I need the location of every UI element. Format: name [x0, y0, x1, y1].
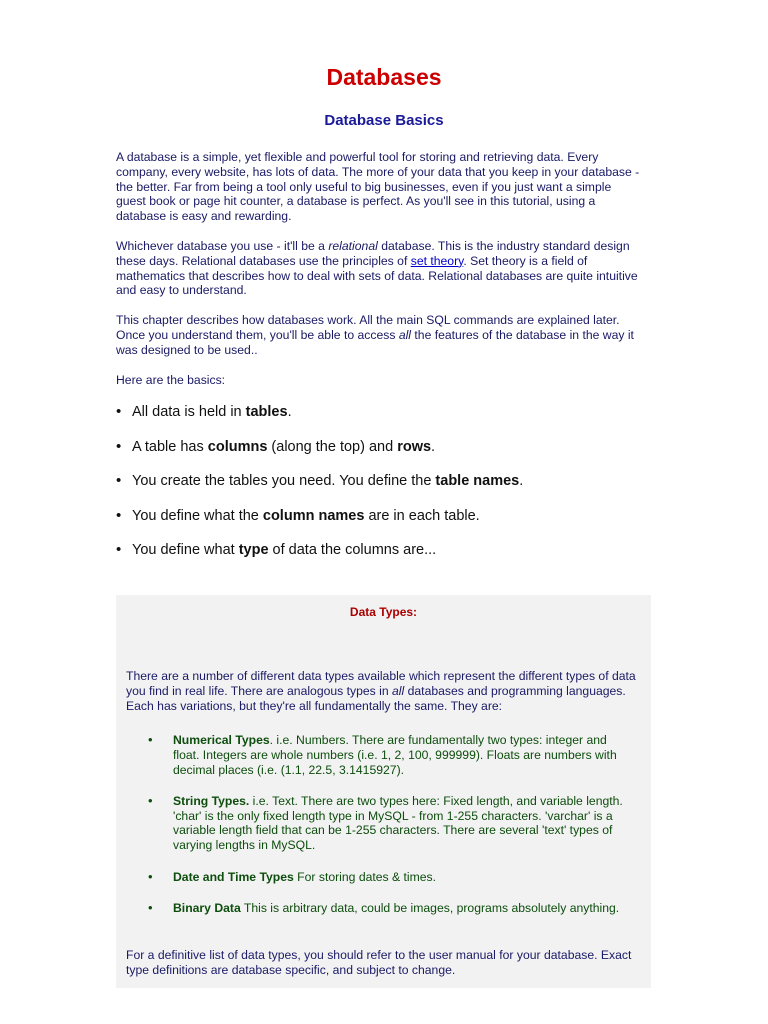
type-name: String Types.: [173, 793, 250, 808]
relational-text-d: . Set theory is a field of mathematics that describes how to deal with sets of data. Relational databases are quite intuitive and easy to understand.: [116, 253, 638, 298]
list-item: • Binary Data This is arbitrary data, could be images, programs absolutely anything.: [148, 901, 633, 916]
chapter-paragraph: [116, 313, 644, 357]
set-theory-link[interactable]: set theory: [410, 253, 464, 268]
list-item: • Numerical Types. i.e. Numbers. There are fundamentally two types: integer and float. Integers are whole numbers (i.e. 1, 2, 100, 999999). Floats are numbers with decimal places (i.e. (1.1, 22.5, 3.1415927).: [148, 733, 633, 777]
relational-paragraph: [116, 239, 644, 298]
type-name: Date and Time Types: [173, 869, 294, 884]
relational-text-a: Whichever database you use - it'll be a: [116, 239, 329, 253]
chapter-text-c: the features of the database in the way it was designed to be used..: [116, 327, 634, 357]
section-subtitle: Database Basics: [324, 112, 444, 129]
list-item: • You define what the column names are in each table.: [116, 507, 656, 525]
list-item: • You define what type of data the columns are...: [116, 541, 656, 559]
chapter-text-a: This chapter describes how databases work. All the main SQL commands are explained later. Once you understand them, you'll be able to access: [116, 313, 620, 342]
data-types-intro: There are a number of different data types available which represent the different types of data you find in real life. There are analogous types in all databases and programming languages. Each has variations, but they're all fundamentally the same. They are:: [126, 669, 636, 713]
data-types-title: Data Types:: [349, 605, 418, 619]
relational-emphasis: relational: [328, 239, 378, 253]
list-item: • Date and Time Types For storing dates & times.: [148, 870, 633, 885]
relational-text-c: database. This is the industry standard design these days. Relational databases use the principles of: [116, 239, 630, 268]
data-types-list: [148, 733, 633, 932]
type-name: Numerical Types: [173, 733, 270, 747]
data-types-box: [116, 595, 651, 988]
list-item: • A table has columns (along the top) and rows.: [116, 438, 656, 456]
list-item: • You create the tables you need. You define the table names.: [116, 472, 656, 490]
list-item: • All data is held in tables.: [116, 403, 656, 421]
basics-intro: Here are the basics:: [116, 373, 226, 387]
type-name: Binary Data: [173, 900, 241, 915]
intro-paragraph: A database is a simple, yet flexible and powerful tool for storing and retrieving data. Every company, every website, has lots of data. The more of your data that you keep in your database - the better. Far from being a tool only useful to big businesses, even if you just want a simple guest book or page hit counter, a database is perfect. As you'll see in this tutorial, using a database is easy and rewarding.: [116, 150, 640, 224]
basics-list: [116, 403, 656, 576]
data-types-emphasis: all: [392, 683, 405, 698]
data-types-footer: For a definitive list of data types, you should refer to the user manual for your database. Exact type definitions are database specific, and subject to change.: [126, 948, 632, 977]
page-title: Databases: [326, 64, 442, 90]
list-item: • String Types. i.e. Text. There are two types here: Fixed length, and variable length. 'char' is the only fixed length type in MySQL - from 1-255 characters. 'varchar' is a variable length field that can be 1-255 characters. There are several 'text' types of varying lengths in MySQL.: [148, 794, 633, 853]
chapter-emphasis: all: [398, 327, 412, 342]
